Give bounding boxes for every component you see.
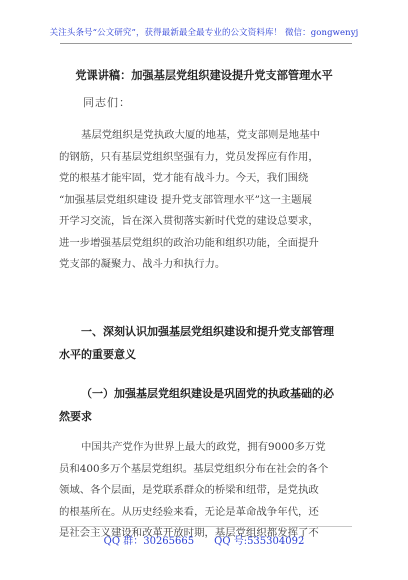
footer-qq-number: QQ 号:535304092 <box>214 536 305 547</box>
paragraph-line: 的根基所在。从历史经验来看，无论是革命战争年代，还 <box>59 505 319 518</box>
paragraph-line: 党支部的凝聚力、战斗力和执行力。 <box>59 258 226 270</box>
paragraph-line: 进一步增强基层党组织的政治功能和组织功能，全面提升 <box>59 236 319 249</box>
paragraph-line: 的钢筋，只有基层党组织坚强有力，党员发挥应有作用， <box>59 150 319 163</box>
footer-divider <box>60 526 352 527</box>
header-banner: 关注头条号“公文研究”，获得最新最全最专业的公文资料库！ 微信：gongwenyj <box>49 28 359 38</box>
paragraph-line: 领域、各个层面，是党联系群众的桥梁和纽带，是党执政 <box>59 484 319 496</box>
footer <box>0 532 408 547</box>
salutation: 同志们： <box>83 96 131 109</box>
paragraph-line: 党的根基才能牢固，党才能有战斗力。今天，我们围绕 <box>59 172 309 184</box>
heading-line: 一、深刻认识加强基层党组织建设和提升党支部管理 <box>81 325 334 338</box>
heading-line: （一）加强基层党组织建设是巩固党的执政基础的必 <box>81 387 334 400</box>
heading-line: 水平的重要意义 <box>59 348 136 361</box>
document-title: 党课讲稿：加强基层党组织建设提升党支部管理水平 <box>75 68 333 82</box>
section-heading-1 <box>59 320 355 366</box>
paragraph-line: 中国共产党作为世界上最大的政党，拥有9000多万党 <box>81 441 326 453</box>
subsection-heading-1 <box>59 382 355 428</box>
paragraph-line: 是社会主义建设和改革开放时期，基层党组织都发挥了不 <box>59 527 319 539</box>
body-paragraph-1 <box>59 125 355 276</box>
paragraph-line: “加强基层党组织建设 提升党支部管理水平”这一主题展 <box>59 193 312 206</box>
footer-qq-group: QQ 群：30265665 <box>103 536 195 547</box>
paragraph-line: 基层党组织是党执政大厦的地基，党支部则是地基中 <box>81 129 320 141</box>
header-divider <box>60 43 352 44</box>
heading-line: 然要求 <box>59 410 92 423</box>
body-paragraph-2 <box>59 437 355 545</box>
paragraph-line: 员和400多万个基层党组织。基层党组织分布在社会的各个 <box>59 462 329 475</box>
paragraph-line: 开学习交流，旨在深入贯彻落实新时代党的建设总要求， <box>59 215 319 227</box>
